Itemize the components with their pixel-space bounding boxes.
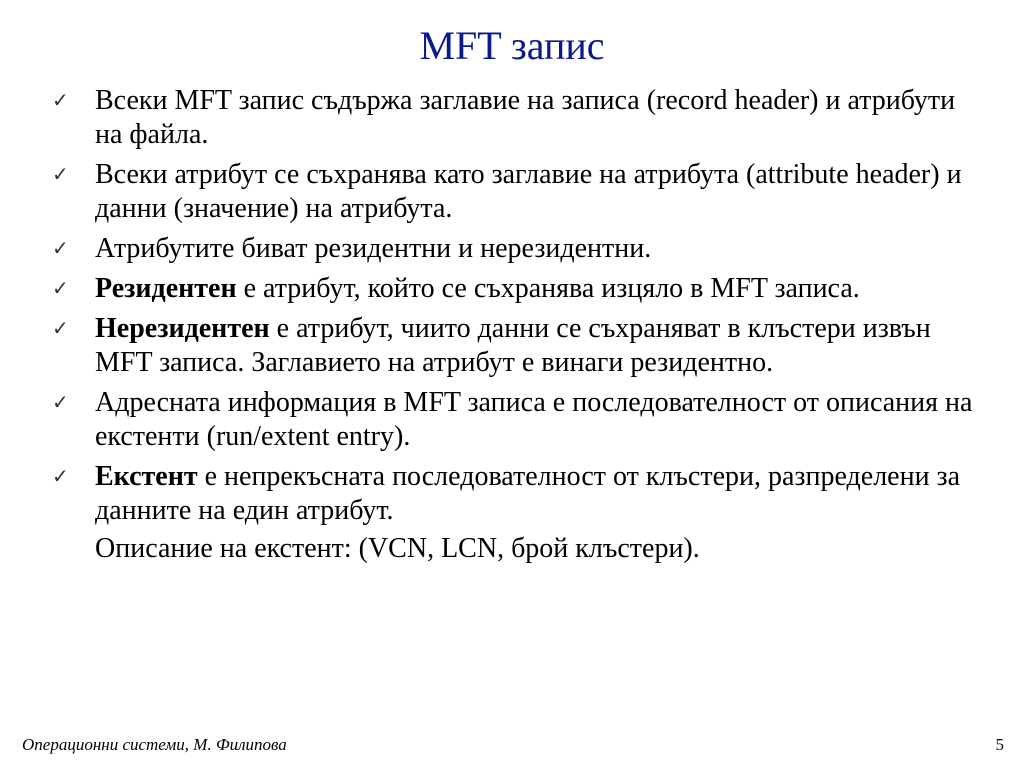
- bullet-item: [48, 272, 988, 306]
- checkmark-icon: ✓: [52, 466, 69, 488]
- checkmark-icon: ✓: [52, 164, 69, 186]
- bullet-list: [48, 84, 988, 572]
- bullet-item: [48, 312, 988, 380]
- checkmark-icon: ✓: [52, 278, 69, 300]
- bullet-text: Атрибутите биват резидентни и нерезидентни.: [95, 233, 652, 264]
- bullet-term: Резидентен: [95, 273, 237, 304]
- bullet-item: [48, 84, 988, 152]
- checkmark-icon: ✓: [52, 90, 69, 112]
- footer-author: Операционни системи, М. Филипова: [22, 735, 287, 754]
- bullet-text: е атрибут, чиито данни се съхраняват в клъстери извън MFT записа. Заглавието на атрибут е винаги резидентно.: [95, 313, 931, 378]
- bullet-item: [48, 386, 988, 454]
- bullet-text: Всеки атрибут се съхранява като заглавие на атрибута (attribute header) и данни (значение) на атрибута.: [95, 159, 962, 224]
- continuation-text: Описание на екстент: (VCN, LCN, брой клъстери).: [95, 533, 700, 564]
- continuation-line: [48, 532, 988, 566]
- bullet-item: [48, 232, 988, 266]
- bullet-text: е непрекъсната последователност от клъстери, разпределени за данните на един атрибут.: [95, 461, 961, 526]
- bullet-text: Всеки MFT запис съдържа заглавие на записа (record header) и атрибути на файла.: [95, 85, 956, 150]
- checkmark-icon: ✓: [52, 238, 69, 260]
- slide-title: MFT запис: [419, 23, 605, 68]
- bullet-text: Адресната информация в MFT записа е последователност от описания на екстенти (run/extent entry).: [95, 387, 973, 452]
- checkmark-icon: ✓: [52, 392, 69, 414]
- bullet-term: Нерезидентен: [95, 313, 270, 344]
- bullet-item: [48, 158, 988, 226]
- bullet-text: е атрибут, който се съхранява изцяло в MFT записа.: [236, 273, 860, 304]
- page-number: 5: [995, 735, 1004, 754]
- bullet-term: Екстент: [95, 461, 198, 492]
- checkmark-icon: ✓: [52, 318, 69, 340]
- bullet-item: [48, 460, 988, 528]
